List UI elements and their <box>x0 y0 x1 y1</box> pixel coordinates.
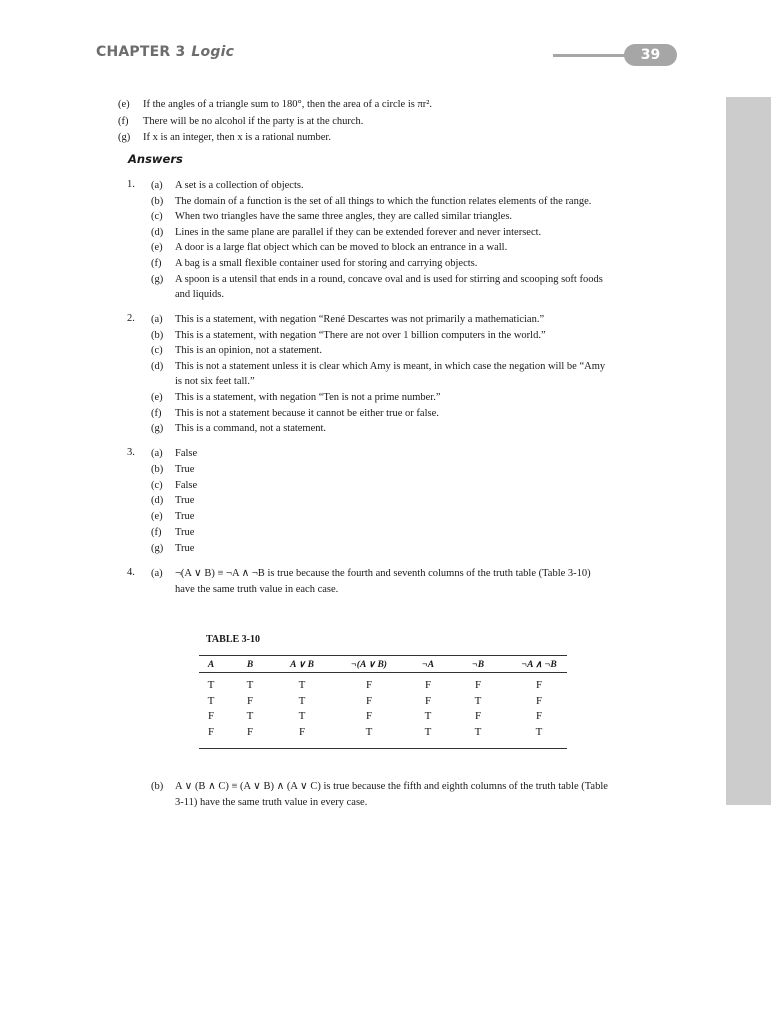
table-cell: T <box>298 710 306 722</box>
page-number-badge: 39 <box>624 44 677 66</box>
item-label: (f) <box>118 115 129 127</box>
item-label: (c) <box>151 211 163 223</box>
table-cell: T <box>207 694 215 707</box>
item-text: This is a statement, with negation “René Descartes was not primarily a mathematician.” <box>175 314 545 325</box>
item-text: This is not a statement because it cannot be either true or false. <box>175 407 439 419</box>
side-thumb-tab <box>726 97 771 805</box>
item-label: (d) <box>151 226 164 238</box>
table-cell: F <box>474 679 482 691</box>
item-text: This is not a statement unless it is clear which Amy is meant, in which case the negation will be “Amy <box>175 360 606 372</box>
table-cell: F <box>535 679 543 691</box>
table-header-cell: A ∨ B <box>290 660 314 670</box>
item-label: (g) <box>151 423 164 435</box>
q3-number: 3. <box>127 447 135 458</box>
table-cell: F <box>535 710 543 722</box>
table-cell: F <box>365 710 373 722</box>
table-header-cell: A <box>207 660 215 670</box>
item-label: (f) <box>151 407 162 419</box>
item-text: True <box>175 495 195 507</box>
chapter-topic: Logic <box>191 44 235 60</box>
item-label: (e) <box>151 511 163 523</box>
item-text: When two triangles have the same three angles, they are called similar triangles. <box>175 211 513 223</box>
table-cell: F <box>246 725 254 738</box>
table-cell: T <box>298 679 306 691</box>
item-label: (g) <box>151 273 164 285</box>
table-cell: T <box>424 725 432 738</box>
table-header-cell: ¬B <box>471 660 485 670</box>
item-label: (b) <box>151 195 164 207</box>
item-label: (a) <box>151 180 163 191</box>
q4b-label: (b) <box>151 781 164 792</box>
item-text: This is a statement, with negation “Ten is not a prime number.” <box>175 392 441 403</box>
item-text: True <box>175 527 195 538</box>
table-header-cell: ¬A ∧ ¬B <box>521 660 557 670</box>
table-cell: T <box>535 725 543 738</box>
item-text: A door is a large flat object which can be moved to block an entrance in a wall. <box>175 242 508 254</box>
table-bottom-rule <box>199 748 567 749</box>
item-label: (g) <box>151 542 164 554</box>
table-cell: F <box>474 710 482 722</box>
item-text: True <box>175 463 195 475</box>
item-text: True <box>175 511 195 523</box>
item-label: (f) <box>151 527 162 538</box>
table-header-cell: ¬A <box>421 660 435 670</box>
table-cell: T <box>298 694 306 707</box>
table-cell: F <box>424 694 432 707</box>
item-label: (e) <box>118 99 130 110</box>
table-cell: F <box>207 710 215 722</box>
item-label: (g) <box>118 132 131 143</box>
answers-heading: Answers <box>128 152 183 166</box>
item-label: (a) <box>151 448 163 459</box>
q2-number: 2. <box>127 313 135 324</box>
item-text: A spoon is a utensil that ends in a round, concave oval and is used for stirring and scooping soft foods <box>175 273 603 285</box>
item-text: and liquids. <box>175 289 224 301</box>
q4a-label: (a) <box>151 568 163 579</box>
table-cell: F <box>365 679 373 691</box>
table-cell: F <box>424 679 432 691</box>
q1-number: 1. <box>127 179 135 190</box>
table-cell: F <box>535 694 543 707</box>
chapter-title <box>96 44 234 60</box>
item-label: (c) <box>151 479 163 491</box>
item-text: True <box>175 542 195 554</box>
table-header-rule <box>199 672 567 673</box>
chapter-number: CHAPTER 3 <box>96 44 186 60</box>
table-top-rule <box>199 655 567 656</box>
table-cell: F <box>298 725 306 738</box>
item-text: False <box>175 479 198 491</box>
table-title: TABLE 3-10 <box>206 634 260 645</box>
table-cell: T <box>246 679 254 691</box>
table-cell: T <box>474 694 482 707</box>
item-label: (b) <box>151 463 164 475</box>
item-text: Lines in the same plane are parallel if they can be extended forever and never intersect. <box>175 226 542 238</box>
item-text: If the angles of a triangle sum to 180°, then the area of a circle is πr². <box>143 99 433 110</box>
item-label: (e) <box>151 242 163 254</box>
table-header-cell: B <box>246 660 254 670</box>
item-text: False <box>175 448 198 459</box>
table-cell: T <box>207 679 215 691</box>
table-header-cell: ¬(A ∨ B) <box>351 660 387 670</box>
item-text: If x is an integer, then x is a rational number. <box>143 132 331 143</box>
item-text: A bag is a small flexible container used for storing and carrying objects. <box>175 258 478 269</box>
header-rule <box>553 54 633 57</box>
q4-number: 4. <box>127 567 135 578</box>
table-cell: T <box>365 725 373 738</box>
item-label: (e) <box>151 392 163 403</box>
table-cell: F <box>365 694 373 707</box>
q4b-line-1: A ∨ (B ∧ C) ≡ (A ∨ B) ∧ (A ∨ C) is true because the fifth and eighth columns of the truth table (Table <box>175 781 608 792</box>
table-cell: F <box>207 725 215 738</box>
item-label: (d) <box>151 495 164 507</box>
item-text: is not six feet tall.” <box>175 376 255 388</box>
q4a-line-2: have the same truth value in each case. <box>175 584 339 595</box>
item-label: (f) <box>151 258 162 269</box>
table-cell: T <box>246 710 254 722</box>
item-label: (c) <box>151 345 163 357</box>
item-text: This is a command, not a statement. <box>175 423 327 435</box>
item-text: The domain of a function is the set of all things to which the function relates elements of the range. <box>175 195 592 207</box>
item-text: This is an opinion, not a statement. <box>175 345 322 357</box>
item-label: (d) <box>151 360 164 372</box>
item-text: This is a statement, with negation “There are not over 1 billion computers in the world.” <box>175 329 546 341</box>
q4a-line-1: ¬(A ∨ B) ≡ ¬A ∧ ¬B is true because the fourth and seventh columns of the truth table (Table 3-10) <box>175 568 591 579</box>
q4b-line-2: 3-11) have the same truth value in every case. <box>175 797 368 808</box>
item-text: A set is a collection of objects. <box>175 180 304 191</box>
table-cell: T <box>424 710 432 722</box>
item-label: (b) <box>151 329 164 341</box>
table-cell: F <box>246 694 254 707</box>
table-cell: T <box>474 725 482 738</box>
item-label: (a) <box>151 314 163 325</box>
item-text: There will be no alcohol if the party is at the church. <box>143 115 364 127</box>
